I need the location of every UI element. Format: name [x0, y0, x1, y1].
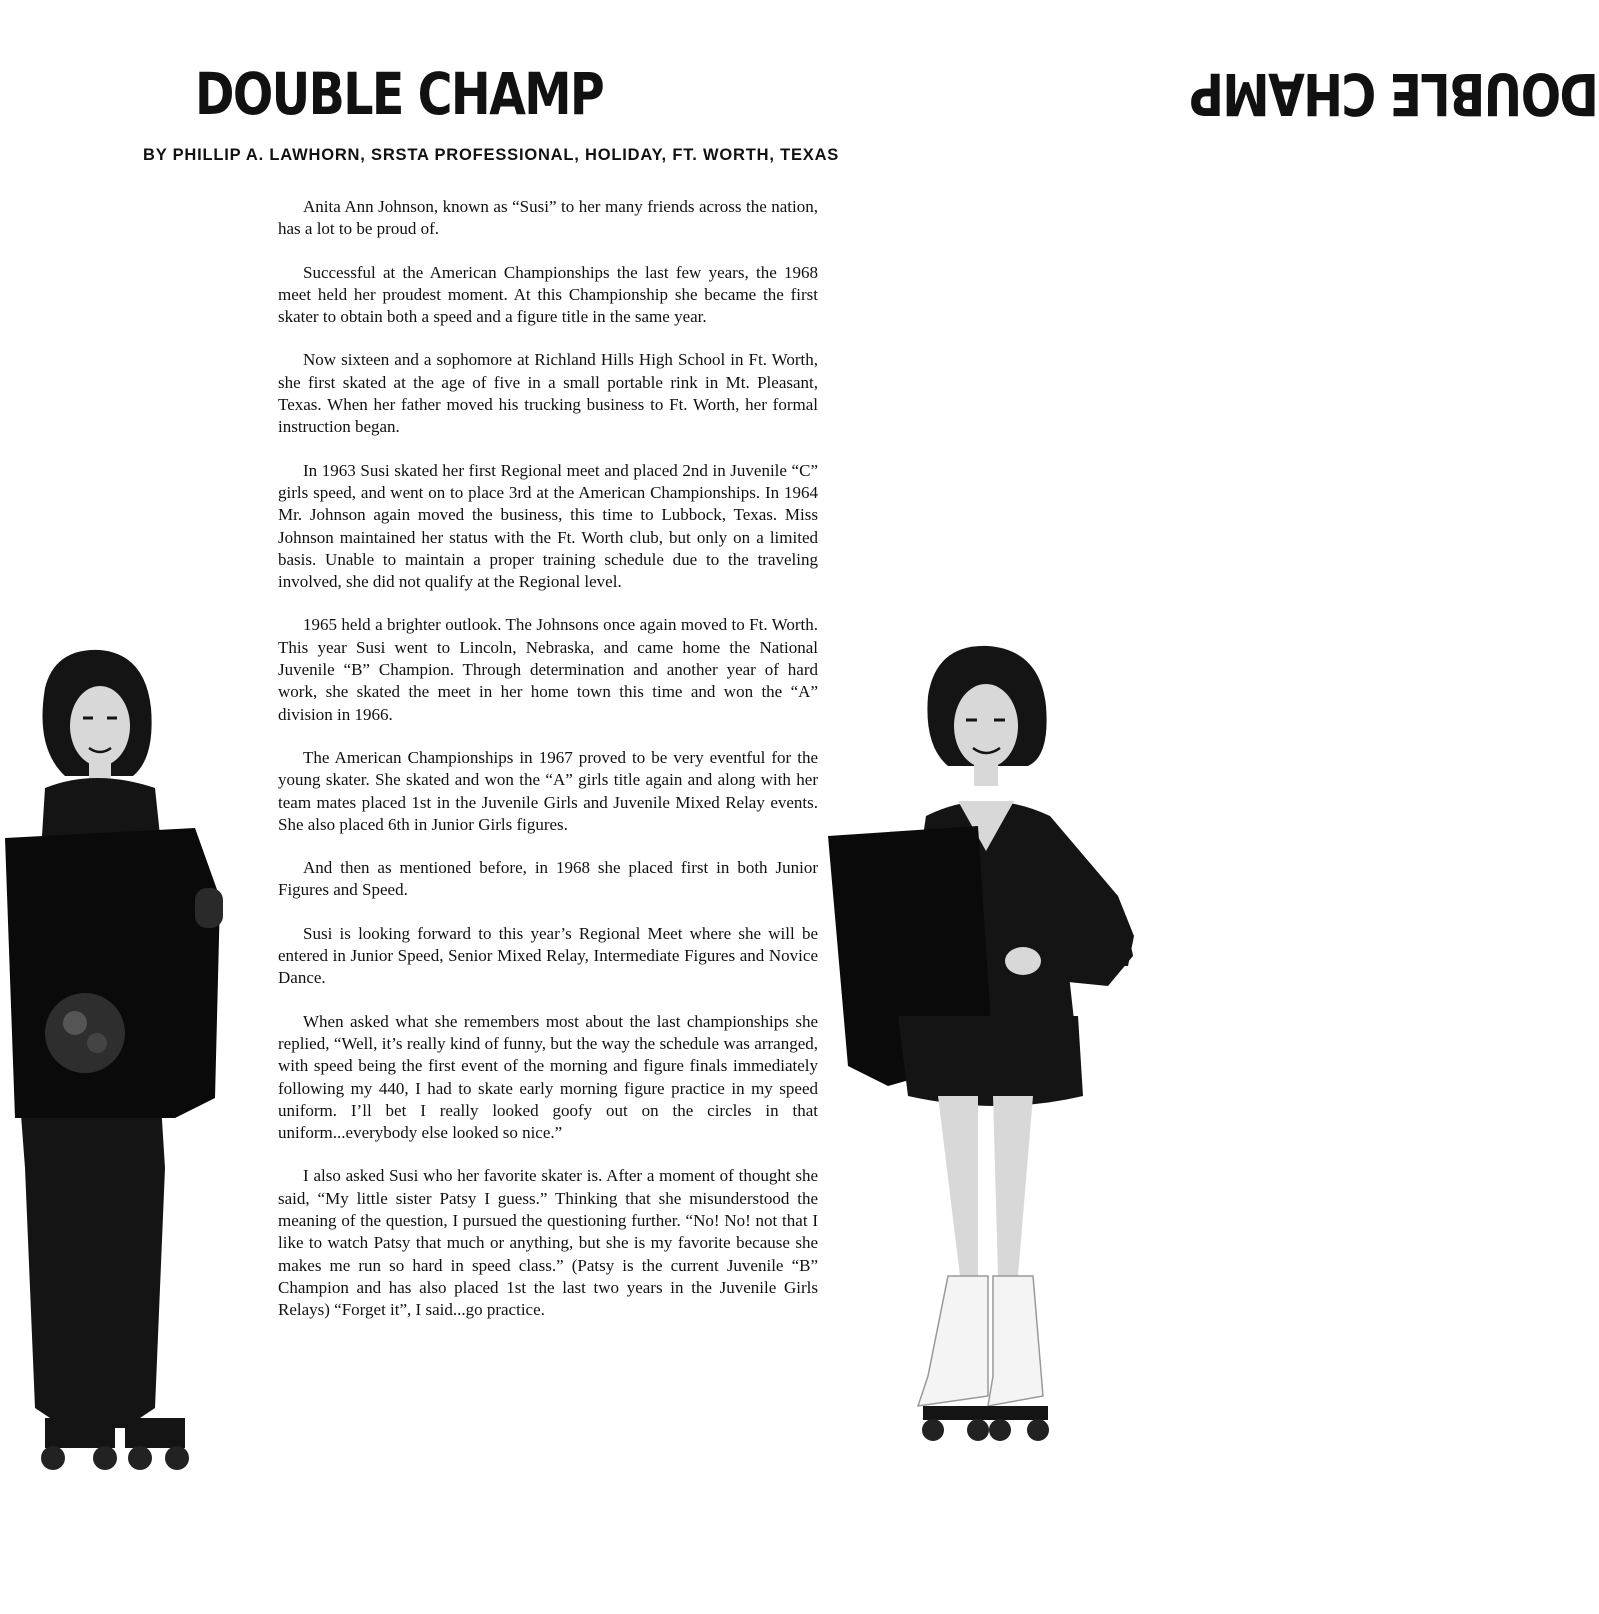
skater-left-figure — [5, 648, 235, 1484]
paragraph: When asked what she remembers most about the last championships she replied, “Well, it’s really kind of funny, but the way the schedule was arranged, with speed being the first event of the morning and figure finals immediately following my 440, I had to skate early morning figure practice in my speed uniform. I’ll bet I really looked goofy out on the circles in that uniform...everybody else looked so nice.” — [278, 1011, 818, 1143]
paragraph: 1965 held a brighter outlook. The Johnsons once again moved to Ft. Worth. This year Susi went to Lincoln, Nebraska, and came home the National Juvenile “B” Champion. Through determination and another year of hard work, she skated the meet in her home town this time and won the “A” division in 1966. — [278, 615, 818, 724]
headline — [195, 58, 1599, 130]
article-body — [278, 196, 818, 1342]
paragraph: I also asked Susi who her favorite skater is. After a moment of thought she said, “My little sister Patsy I guess.” Thinking that she misunderstood the meaning of the question, I pursued the questioning further. “No! No! not that I like to watch Patsy that much or anything, but she is my favorite because she makes me run so hard in speed class.” (Patsy is the current Juvenile “B” Champion and has also placed 1st the last two years in the Juvenile Girls Relays) “Forget it”, I said...go practice. — [278, 1166, 818, 1320]
photo-skater-right — [828, 636, 1140, 1472]
paragraph: Susi is looking forward to this year’s Regional Meet where she will be entered in Junior Speed, Senior Mixed Relay, Intermediate Figures and Novice Dance. — [278, 923, 818, 988]
byline: BY PHILLIP A. LAWHORN, SRSTA PROFESSIONAL, HOLIDAY, FT. WORTH, TEXAS — [143, 146, 840, 164]
headline-text: DOUBLE CHAMP — [195, 60, 604, 128]
skater-right-figure — [828, 636, 1140, 1472]
paragraph: Anita Ann Johnson, known as “Susi” to her many friends across the nation, has a lot to be proud of. — [278, 197, 818, 239]
headline-mirrored-text: DOUBLE CHAMP — [1190, 60, 1599, 128]
photo-skater-left — [5, 648, 235, 1484]
paragraph: The American Championships in 1967 proved to be very eventful for the young skater. She skated and won the “A” girls title again and along with her team mates placed 1st in the Juvenile Girls and Juvenile Mixed Relay events. She also placed 6th in Junior Girls figures. — [278, 747, 818, 834]
paragraph: Now sixteen and a sophomore at Richland Hills High School in Ft. Worth, she first skated at the age of five in a small portable rink in Mt. Pleasant, Texas. When her father moved his trucking business to Ft. Worth, her formal instruction began. — [278, 350, 818, 437]
paragraph: And then as mentioned before, in 1968 she placed first in both Junior Figures and Speed. — [278, 858, 818, 900]
paragraph: Successful at the American Championships the last few years, the 1968 meet held her proudest moment. At this Championship she became the first skater to obtain both a speed and a figure title in the same year. — [278, 262, 818, 327]
paragraph: In 1963 Susi skated her first Regional meet and placed 2nd in Juvenile “C” girls speed, and went on to place 3rd at the American Championships. In 1964 Mr. Johnson again moved the business, this time to Lubbock, Texas. Miss Johnson maintained her status with the Ft. Worth club, but only on a limited basis. Unable to maintain a proper training schedule due to the traveling involved, she did not qualify at the Regional level. — [278, 460, 818, 592]
